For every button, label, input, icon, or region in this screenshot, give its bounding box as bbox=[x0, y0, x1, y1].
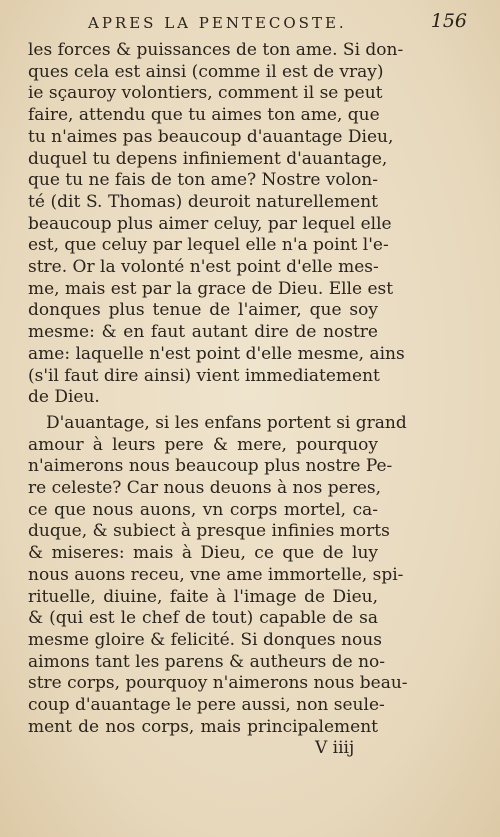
text-line: aimons tant les parens & autheurs de no- bbox=[28, 651, 385, 672]
signature-mark: V iiij bbox=[315, 738, 355, 758]
running-head: APRES LA PENTECOSTE. bbox=[88, 14, 347, 32]
text-line: stre. Or la volonté n'est point d'elle mes- bbox=[28, 257, 379, 278]
text-line: ment de nos corps, mais principalement bbox=[28, 716, 378, 737]
text-line: ame: laquelle n'est point d'elle mesme, ains bbox=[28, 343, 405, 364]
text-line: est, que celuy par lequel elle n'a point l'e- bbox=[28, 235, 389, 256]
text-line: tu n'aimes pas beaucoup d'auantage Dieu, bbox=[28, 126, 394, 147]
body-text bbox=[28, 40, 408, 739]
paragraph bbox=[28, 40, 405, 409]
text-line: ques cela est ainsi (comme il est de vray) bbox=[28, 61, 384, 82]
text-line: re celeste? Car nous deuons à nos peres, bbox=[28, 478, 382, 499]
text-line: mesme gloire & felicité. Si donques nous bbox=[28, 629, 382, 650]
text-line: les forces & puissances de ton ame. Si don- bbox=[28, 40, 404, 60]
text-line: donques plus tenue de l'aimer, que soy bbox=[28, 300, 378, 321]
text-line: D'auantage, si les enfans portent si grand bbox=[46, 412, 407, 433]
text-line: ce que nous auons, vn corps mortel, ca- bbox=[28, 499, 378, 520]
text-line: beaucoup plus aimer celuy, par lequel elle bbox=[28, 213, 392, 234]
text-line: (s'il faut dire ainsi) vient immediatement bbox=[28, 365, 380, 386]
paragraph bbox=[28, 412, 408, 739]
text-line: & miseres: mais à Dieu, ce que de luy bbox=[28, 543, 378, 564]
text-line: n'aimerons nous beaucoup plus nostre Pe- bbox=[28, 456, 393, 477]
text-line: stre corps, pourquoy n'aimerons nous beau- bbox=[28, 673, 408, 694]
text-line: mesme: & en faut autant dire de nostre bbox=[28, 322, 378, 343]
text-line: me, mais est par la grace de Dieu. Elle est bbox=[28, 278, 394, 299]
page-header bbox=[28, 10, 473, 38]
text-line: & (qui est le chef de tout) capable de sa bbox=[28, 608, 378, 629]
text-line: de Dieu. bbox=[28, 387, 100, 408]
text-line: duque, & subiect à presque infinies morts bbox=[28, 521, 390, 542]
text-line: coup d'auantage le pere aussi, non seule- bbox=[28, 695, 385, 716]
page-number: 156 bbox=[430, 10, 467, 32]
text-line: nous auons receu, vne ame immortelle, spi- bbox=[28, 564, 404, 585]
text-line: que tu ne fais de ton ame? Nostre volon- bbox=[28, 170, 378, 191]
text-line: duquel tu depens infiniement d'auantage, bbox=[28, 148, 388, 169]
text-line: amour à leurs pere & mere, pourquoy bbox=[28, 434, 378, 455]
text-line: rituelle, diuine, faite à l'image de Dieu, bbox=[28, 586, 378, 607]
text-line: té (dit S. Thomas) deuroit naturellement bbox=[28, 191, 378, 212]
text-line: ie sçauroy volontiers, comment il se peut bbox=[28, 83, 383, 104]
text-line: faire, attendu que tu aimes ton ame, que bbox=[28, 105, 380, 126]
